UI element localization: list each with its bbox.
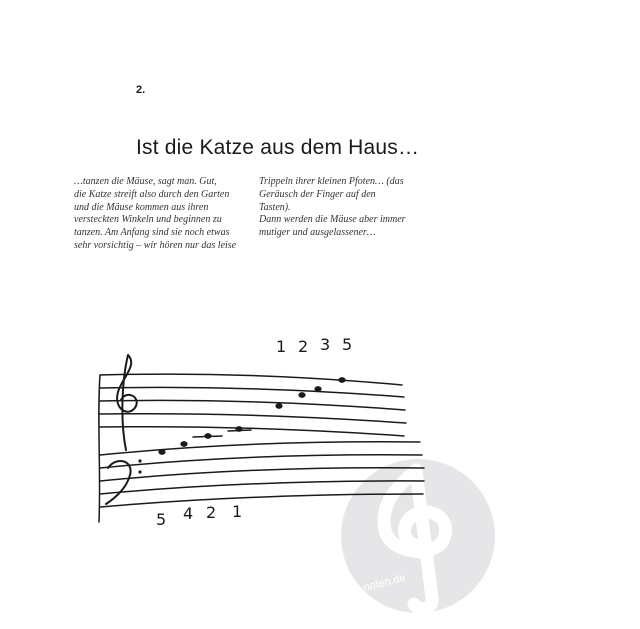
text-line: sehr vorsichtig – wir hören nur das leise [74, 239, 237, 251]
treble-clef-icon [117, 355, 137, 450]
treble-staff [100, 374, 406, 436]
text-line: versteckten Winkeln und beginnen zu [74, 214, 222, 226]
text-line: Geräusch der Finger auf den Tasten). [259, 188, 376, 213]
fingering-number: 1 [232, 502, 243, 521]
fingering-number: 1 [276, 337, 287, 356]
fingering-number: 2 [206, 503, 217, 522]
fingering-number: 5 [156, 510, 167, 529]
note [158, 449, 165, 455]
fingering-number: 4 [183, 504, 194, 523]
page-number: 2. [136, 84, 146, 96]
page-title: Ist die Katze aus dem Haus… [136, 136, 420, 159]
text-line: …tanzen die Mäuse, sagt man. Gut, [74, 176, 217, 187]
note [235, 426, 242, 432]
fingering-number: 2 [298, 337, 309, 356]
system-bar-line [99, 375, 100, 522]
text-line: Trippeln ihrer kleinen Pfoten… (das [259, 176, 404, 187]
fingering-number: 3 [320, 335, 331, 354]
note [275, 403, 282, 409]
fingering-number: 5 [342, 335, 353, 354]
note [204, 433, 211, 439]
bass-staff [100, 442, 424, 507]
text-line: Dann werden die Mäuse aber immer [259, 214, 406, 226]
text-line: die Katze streift also durch den Garten [74, 188, 230, 200]
note [180, 441, 187, 447]
note [298, 392, 305, 398]
bass-clef-dot [138, 470, 141, 473]
text-line: tanzen. Am Anfang sind sie noch etwas [74, 227, 230, 239]
watermark-text: alle-noten.de [342, 571, 407, 599]
text-line: mutiger und ausgelassener… [259, 227, 376, 239]
bass-clef-dot [138, 459, 141, 462]
note [314, 386, 321, 392]
note [338, 377, 345, 383]
text-line: und die Mäuse kommen aus ihren [74, 201, 209, 213]
